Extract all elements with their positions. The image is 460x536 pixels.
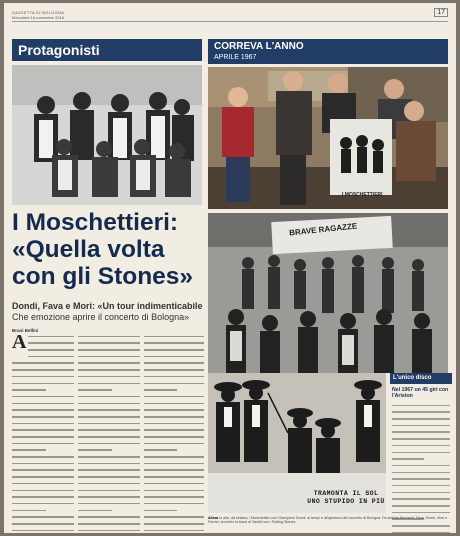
text-line [144,503,204,508]
text-line [144,383,204,388]
text-line [12,423,74,428]
section-title: Protagonisti [18,42,100,58]
text-line [392,505,450,510]
article-headline [12,209,204,290]
text-line [144,463,204,468]
text-line [12,356,74,361]
text-line [78,362,140,367]
text-line [12,349,74,354]
sidebar-header [390,373,452,384]
text-line [392,532,450,533]
text-line [12,469,74,474]
text-line [392,492,450,497]
newspaper-page [4,3,456,533]
text-line [12,436,74,441]
text-line [12,429,74,434]
text-line [144,403,204,408]
text-line [392,465,450,470]
text-line [12,510,74,515]
text-line [12,503,74,508]
text-line [78,409,140,414]
text-line [78,476,140,481]
page-header [12,9,448,22]
text-line [12,456,74,461]
text-line [12,376,74,381]
text-line [78,490,140,495]
text-line [78,496,140,501]
text-line [12,530,74,533]
text-line [144,523,204,528]
crowd-photo [208,213,448,373]
text-line [392,445,450,450]
text-line [144,469,204,474]
text-line [144,356,204,361]
text-line [12,490,74,495]
text-line [144,389,204,394]
text-line [144,510,204,515]
caption-lead: Allora [208,516,219,520]
text-line [144,423,204,428]
banner-line-1: TRAMONTA IL SOL [313,490,379,497]
text-line [78,483,140,488]
text-line [392,418,450,423]
text-line [392,498,450,503]
issue-date: Mercoledì 16 novembre 2016 [12,15,65,20]
text-line [144,443,204,448]
photo-caption [208,516,448,524]
text-line [12,516,74,521]
section-band-correva-lanno [208,39,448,64]
sidebar-header-text: L'unico disco [393,375,432,381]
text-line [144,490,204,495]
text-line [144,530,204,533]
text-line [392,452,450,457]
text-line [78,423,140,428]
text-line [144,476,204,481]
text-line [144,416,204,421]
subhead-bold: Dondi, Fava e Mori: «Un tour indimenticabile [12,301,203,311]
text-line [78,342,140,347]
text-line [144,409,204,414]
text-line [78,463,140,468]
text-line [144,456,204,461]
text-line [12,389,74,394]
body-column-2 [78,334,140,533]
banner-line-2: UNO STUPIDO IN PIÙ [307,498,385,505]
article-byline: Brani Bellini [12,328,39,333]
text-line [78,469,140,474]
text-line [78,336,140,341]
headline-line: I Moschettieri: [12,209,179,236]
sidebar-body [392,403,450,533]
text-line [12,383,74,388]
text-line [392,438,450,443]
text-line [144,369,204,374]
text-line [78,369,140,374]
text-line [78,389,140,394]
banner-flag-text: BRAVE RAGAZZE [288,221,358,238]
text-line [144,336,204,341]
text-line [78,449,140,454]
text-line [144,429,204,434]
text-line [12,336,74,341]
text-line [392,458,450,463]
text-line [392,478,450,483]
text-line [392,411,450,416]
text-line [78,456,140,461]
text-line [78,510,140,515]
text-line [78,503,140,508]
text-line [392,431,450,436]
text-line [392,472,450,477]
text-line [144,376,204,381]
text-line [78,416,140,421]
text-line [12,362,74,367]
text-line [78,376,140,381]
text-line [78,523,140,528]
text-line [144,496,204,501]
text-line [78,429,140,434]
body-column-1 [12,331,74,533]
caption-text: In alto, da sinistra, i Moschettieri con Giampiero Dondi, ai tempi e all'apertura del concerto di Bologna. Da sinistra Bernardi, Fava, Dondi, Mori e Ferrari; al centro la band al Tardini con i Rolling Stones. [208,516,447,525]
text-line [144,449,204,454]
sign-label: I MOSCHETTIERI [342,192,383,198]
text-line [144,349,204,354]
body-column-3 [144,334,204,533]
reunion-color-photo [208,67,448,209]
newspaper-name: GAZZETTA DI BOLOGNA [12,10,65,15]
text-line [78,443,140,448]
text-line [12,403,74,408]
text-line [12,523,74,528]
text-line [78,349,140,354]
text-line [78,530,140,533]
text-line [392,525,450,530]
text-line [144,342,204,347]
text-line [78,356,140,361]
text-line [12,409,74,414]
text-line [12,396,74,401]
headline-line: «Quella volta [12,236,165,263]
sidebar-box [390,373,452,523]
text-line [12,416,74,421]
band-group-photo [12,65,202,205]
drop-cap: A [12,331,27,353]
text-line [12,476,74,481]
text-line [144,436,204,441]
text-line [12,449,74,454]
subhead-rest: Che emozione aprire il concerto di Bologna» [12,312,190,322]
section-title-right: CORREVA L'ANNO [214,41,304,52]
text-line [392,405,450,410]
text-line [12,369,74,374]
text-line [144,483,204,488]
text-line [78,403,140,408]
page-number: 17 [434,8,448,17]
text-line [12,483,74,488]
text-line [12,342,74,347]
text-line [144,362,204,367]
text-line [12,443,74,448]
text-line [78,396,140,401]
section-subtitle-right: APRILE 1967 [214,54,257,61]
text-line [392,425,450,430]
text-line [12,496,74,501]
sidebar-subheading: Nel 1967 un 45 giri con l'Ariston [392,387,449,399]
section-band-protagonisti [12,39,202,61]
article-subhead [12,301,204,323]
text-line [78,516,140,521]
text-line [12,463,74,468]
text-line [78,436,140,441]
text-line [392,485,450,490]
headline-line: con gli Stones» [12,263,194,290]
text-line [78,383,140,388]
text-line [144,396,204,401]
text-line [144,516,204,521]
